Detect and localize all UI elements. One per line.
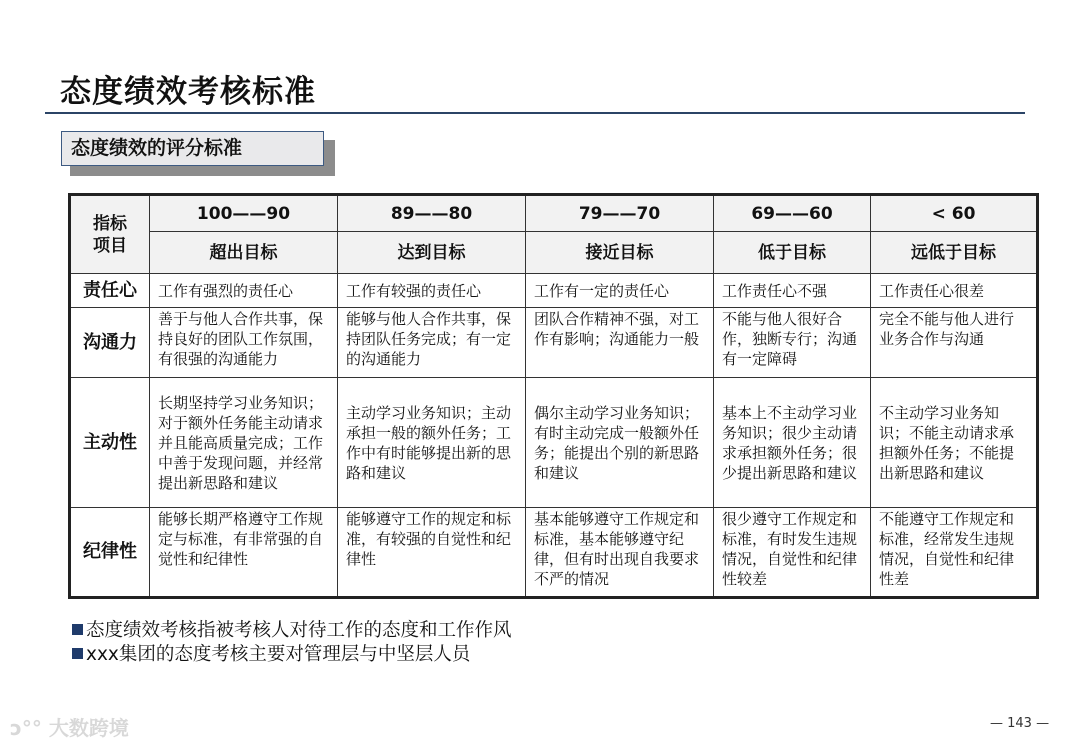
table-cell: 完全不能与他人进行业务合作与沟通 bbox=[871, 308, 1038, 378]
table-cell: 不主动学习业务知识；不能主动请求承担额外任务；不能提出新思路和建议 bbox=[871, 378, 1038, 508]
row-header: 沟通力 bbox=[70, 308, 150, 378]
table-cell: 能够长期严格遵守工作规定与标准，有非常强的自觉性和纪律性 bbox=[150, 508, 338, 598]
square-bullet-icon bbox=[72, 648, 83, 659]
table-cell: 基本上不主动学习业务知识；很少主动请求承担额外任务；很少提出新思路和建议 bbox=[714, 378, 871, 508]
watermark-logo bbox=[10, 712, 129, 741]
table-cell: 工作责任心不强 bbox=[714, 274, 871, 308]
table-cell: 善于与他人合作共事，保持良好的团队工作氛围，有很强的沟通能力 bbox=[150, 308, 338, 378]
range-header: 69——60 bbox=[714, 195, 871, 232]
row-header: 责任心 bbox=[70, 274, 150, 308]
level-header: 低于目标 bbox=[714, 232, 871, 274]
table-cell: 不能遵守工作规定和标准，经常发生违规情况，自觉性和纪律性差 bbox=[871, 508, 1038, 598]
table-cell: 不能与他人很好合作，独断专行；沟通有一定障碍 bbox=[714, 308, 871, 378]
range-header: 100——90 bbox=[150, 195, 338, 232]
table-cell: 主动学习业务知识；主动承担一般的额外任务；工作中有时能够提出新的思路和建议 bbox=[338, 378, 526, 508]
corner-header: 指标 项目 bbox=[70, 195, 150, 274]
bullet-item bbox=[72, 616, 512, 642]
bullet-text: xxx集团的态度考核主要对管理层与中坚层人员 bbox=[86, 644, 471, 665]
table-cell: 长期坚持学习业务知识；对于额外任务能主动请求并且能高质量完成；工作中善于发现问题，并经常提出新思路和建议 bbox=[150, 378, 338, 508]
table-cell: 能够遵守工作的规定和标准，有较强的自觉性和纪律性 bbox=[338, 508, 526, 598]
table-cell: 能够与他人合作共事，保持团队任务完成；有一定的沟通能力 bbox=[338, 308, 526, 378]
table-cell: 很少遵守工作规定和标准，有时发生违规情况，自觉性和纪律性较差 bbox=[714, 508, 871, 598]
table-cell: 工作有一定的责任心 bbox=[526, 274, 714, 308]
square-bullet-icon bbox=[72, 624, 83, 635]
table-cell: 偶尔主动学习业务知识；有时主动完成一般额外任务；能提出个别的新思路和建议 bbox=[526, 378, 714, 508]
row-header: 主动性 bbox=[70, 378, 150, 508]
table-row bbox=[70, 378, 1038, 508]
level-header: 超出目标 bbox=[150, 232, 338, 274]
criteria-table bbox=[68, 193, 1039, 599]
page-number: — 143 — bbox=[990, 716, 1050, 731]
range-header-row bbox=[70, 195, 1038, 232]
table-cell: 基本能够遵守工作规定和标准，基本能够遵守纪律，但有时出现自我要求不严的情况 bbox=[526, 508, 714, 598]
row-header: 纪律性 bbox=[70, 508, 150, 598]
level-header: 远低于目标 bbox=[871, 232, 1038, 274]
range-header: 79——70 bbox=[526, 195, 714, 232]
page-title: 态度绩效考核标准 bbox=[60, 74, 316, 110]
range-header: 89——80 bbox=[338, 195, 526, 232]
table-cell: 工作有较强的责任心 bbox=[338, 274, 526, 308]
range-header: < 60 bbox=[871, 195, 1038, 232]
watermark-text: 大数跨境 bbox=[48, 716, 129, 740]
watermark-icon: ↄ°° bbox=[10, 716, 49, 740]
table-cell: 工作责任心很差 bbox=[871, 274, 1038, 308]
table-cell: 团队合作精神不强，对工作有影响；沟通能力一般 bbox=[526, 308, 714, 378]
title-divider bbox=[45, 112, 1025, 114]
level-header: 达到目标 bbox=[338, 232, 526, 274]
table-row bbox=[70, 274, 1038, 308]
table-cell: 工作有强烈的责任心 bbox=[150, 274, 338, 308]
level-header: 接近目标 bbox=[526, 232, 714, 274]
bullet-text: 态度绩效考核指被考核人对待工作的态度和工作作风 bbox=[86, 620, 512, 641]
section-subtitle: 态度绩效的评分标准 bbox=[61, 131, 324, 166]
table-row bbox=[70, 508, 1038, 598]
bullet-item bbox=[72, 640, 470, 666]
level-header-row bbox=[70, 232, 1038, 274]
table-row bbox=[70, 308, 1038, 378]
